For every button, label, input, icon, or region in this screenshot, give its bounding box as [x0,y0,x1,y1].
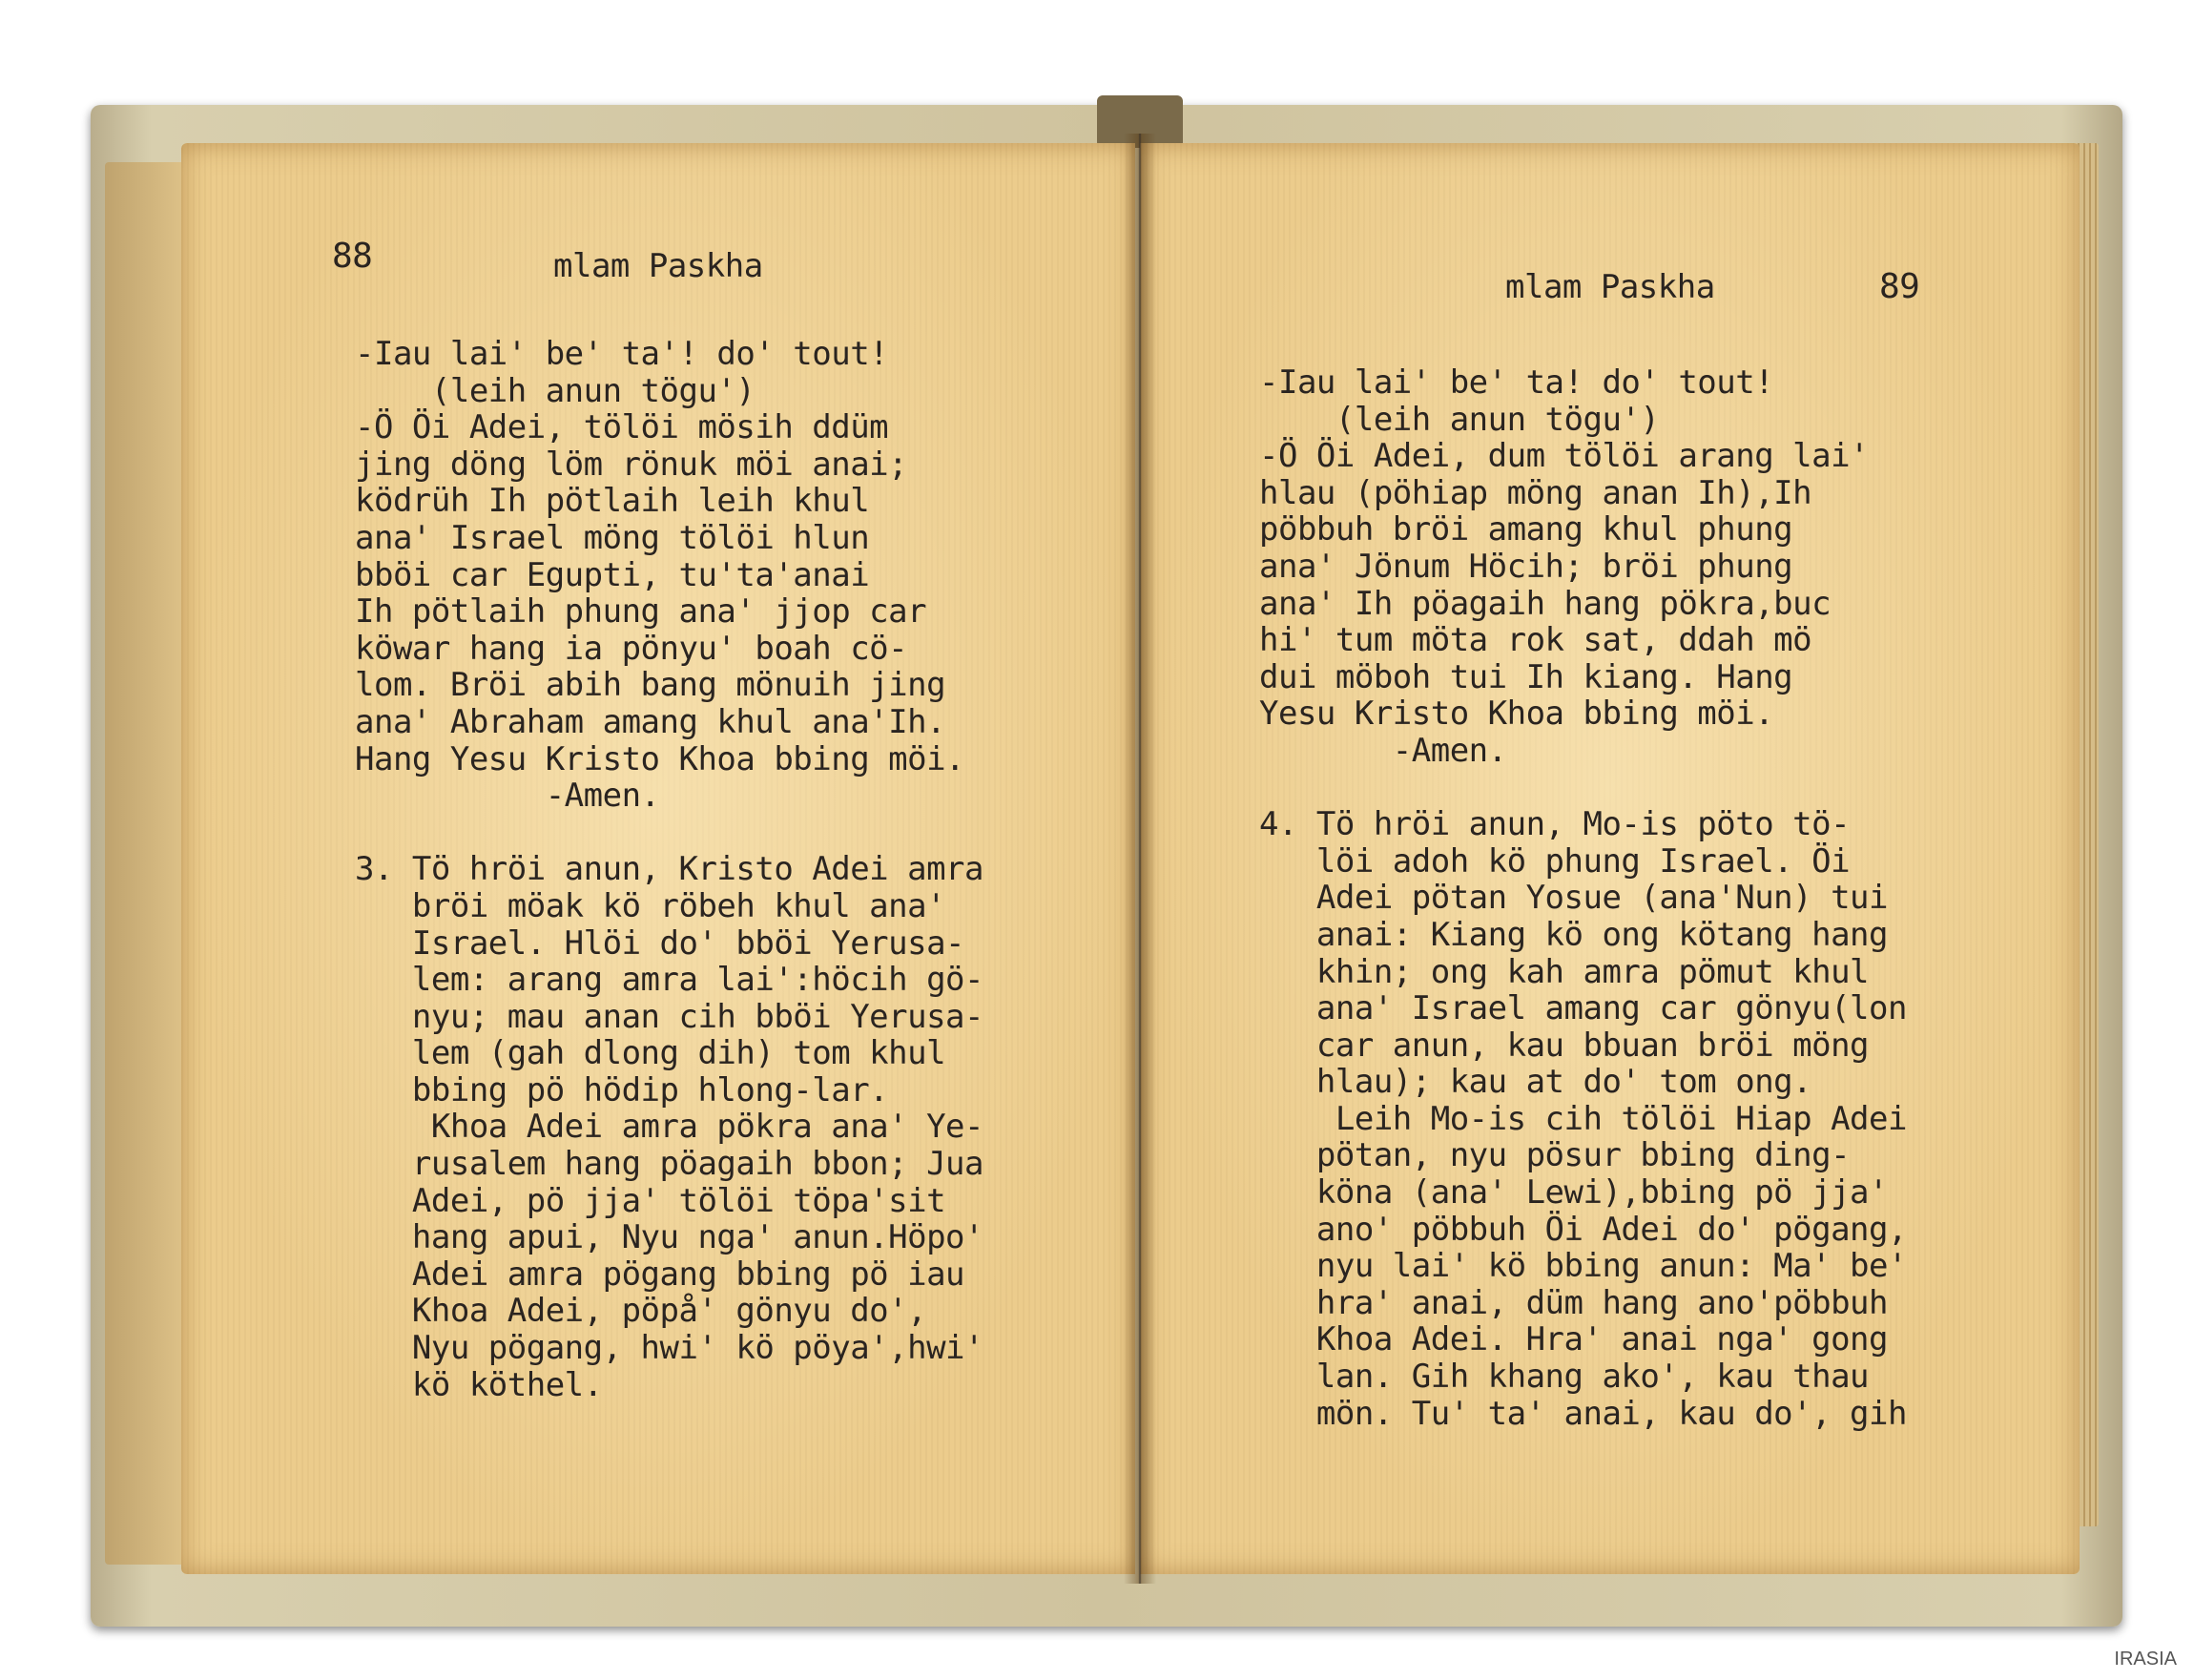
left-page-stack-edge [105,162,191,1565]
text-line: bbing pö hödip hlong-lar. [355,1070,889,1110]
right-page-header: mlam Paskha [1505,268,1715,306]
text-line: ana' Ih pöagaih hang pökra,buc [1259,584,1832,623]
text-line: bröi möak kö röbeh khul ana' [355,886,946,925]
text-line: Khoa Adei amra pökra ana' Ye- [355,1108,984,1147]
text-line: löi adoh kö phung Israel. Öi [1259,841,1851,881]
text-line: ködrüh Ih pötlaih leih khul [355,482,870,521]
text-line: pötan, nyu pösur bbing ding- [1259,1136,1851,1175]
text-line: lan. Gih khang ako', kau thau [1259,1358,1870,1397]
text-line: köwar hang ia pönyu' boah cö- [355,629,908,668]
text-line: Ih pötlaih phung ana' jjop car [355,592,927,632]
text-line: ana' Israel amang car gönyu(lon [1259,989,1907,1028]
text-line: hra' anai, düm hang ano'pöbbuh [1259,1283,1889,1322]
text-line [1259,770,1907,807]
text-line: -Amen. [1259,731,1507,770]
text-line: ana' Jönum Höcih; bröi phung [1259,547,1793,586]
right-page-number: 89 [1879,267,1920,306]
text-line: 4. Tö hröi anun, Mo-is pöto tö- [1259,805,1851,844]
left-page-body [355,336,983,1403]
text-line: lem (gah dlong dih) tom khul [355,1034,946,1073]
text-line: nyu; mau anan cih bböi Yerusa- [355,997,984,1036]
text-line: ana' Israel möng tölöi hlun [355,518,870,557]
text-line: khin; ong kah amra pömut khul [1259,952,1870,991]
text-line: jing döng löm rönuk möi anai; [355,445,908,484]
text-line: pöbbuh bröi amang khul phung [1259,510,1793,550]
text-line: köna (ana' Lewi),bbing pö jja' [1259,1173,1889,1213]
text-line: hlau); kau at do' tom ong. [1259,1063,1812,1102]
text-line: kö köthel. [355,1365,603,1404]
text-line: Israel. Hlöi do' bböi Yerusa- [355,923,965,963]
left-page-header: mlam Paskha [553,247,763,285]
text-line: Hang Yesu Kristo Khoa bbing möi. [355,739,965,778]
text-line: bböi car Egupti, tu'ta'anai [355,555,870,594]
text-line: (leih anun tögu') [355,371,755,410]
text-line: dui möboh tui Ih kiang. Hang [1259,657,1793,696]
text-line: anai: Kiang kö ong kötang hang [1259,915,1889,954]
watermark: IRASIA [2114,1649,2177,1670]
text-line: mön. Tu' ta' anai, kau do', gih [1259,1394,1907,1433]
book-gutter [1124,134,1156,1584]
text-line: -Ö Öi Adei, tölöi mösih ddüm [355,408,889,447]
text-line: Nyu pögang, hwi' kö pöya',hwi' [355,1329,984,1368]
text-line: hi' tum möta rok sat, ddah mö [1259,621,1812,660]
text-line: hang apui, Nyu nga' anun.Höpo' [355,1218,984,1257]
text-line: car anun, kau bbuan bröi möng [1259,1026,1870,1065]
text-line: Adei, pö jja' tölöi töpa'sit [355,1181,946,1220]
text-line: Khoa Adei, pöpå' gönyu do', [355,1292,927,1331]
text-line [355,815,983,852]
left-page-number: 88 [332,237,373,276]
text-line: rusalem hang pöagaih bbon; Jua [355,1145,984,1184]
text-line: ana' Abraham amang khul ana'Ih. [355,702,946,741]
text-line: Adei pötan Yosue (ana'Nun) tui [1259,879,1889,918]
text-line: Yesu Kristo Khoa bbing möi. [1259,695,1774,734]
text-line: -Amen. [355,777,660,816]
text-line: Adei amra pögang bbing pö iau [355,1255,965,1294]
text-line: lom. Bröi abih bang mönuih jing [355,666,946,705]
text-line: Leih Mo-is cih tölöi Hiap Adei [1259,1099,1907,1138]
text-line: -Iau lai' be' ta! do' tout! [1259,363,1774,402]
text-line: (leih anun tögu') [1259,400,1660,439]
text-line: hlau (pöhiap möng anan Ih),Ih [1259,473,1812,512]
text-line: 3. Tö hröi anun, Kristo Adei amra [355,850,984,889]
text-line: ano' pöbbuh Öi Adei do' pögang, [1259,1210,1907,1249]
text-line: -Iau lai' be' ta'! do' tout! [355,335,889,373]
text-line: nyu lai' kö bbing anun: Ma' be' [1259,1247,1907,1286]
text-line: -Ö Öi Adei, dum tölöi arang lai' [1259,437,1870,476]
text-line: lem: arang amra lai':höcih gö- [355,961,984,1000]
text-line: Khoa Adei. Hra' anai nga' gong [1259,1320,1889,1359]
right-page-body [1259,364,1907,1432]
